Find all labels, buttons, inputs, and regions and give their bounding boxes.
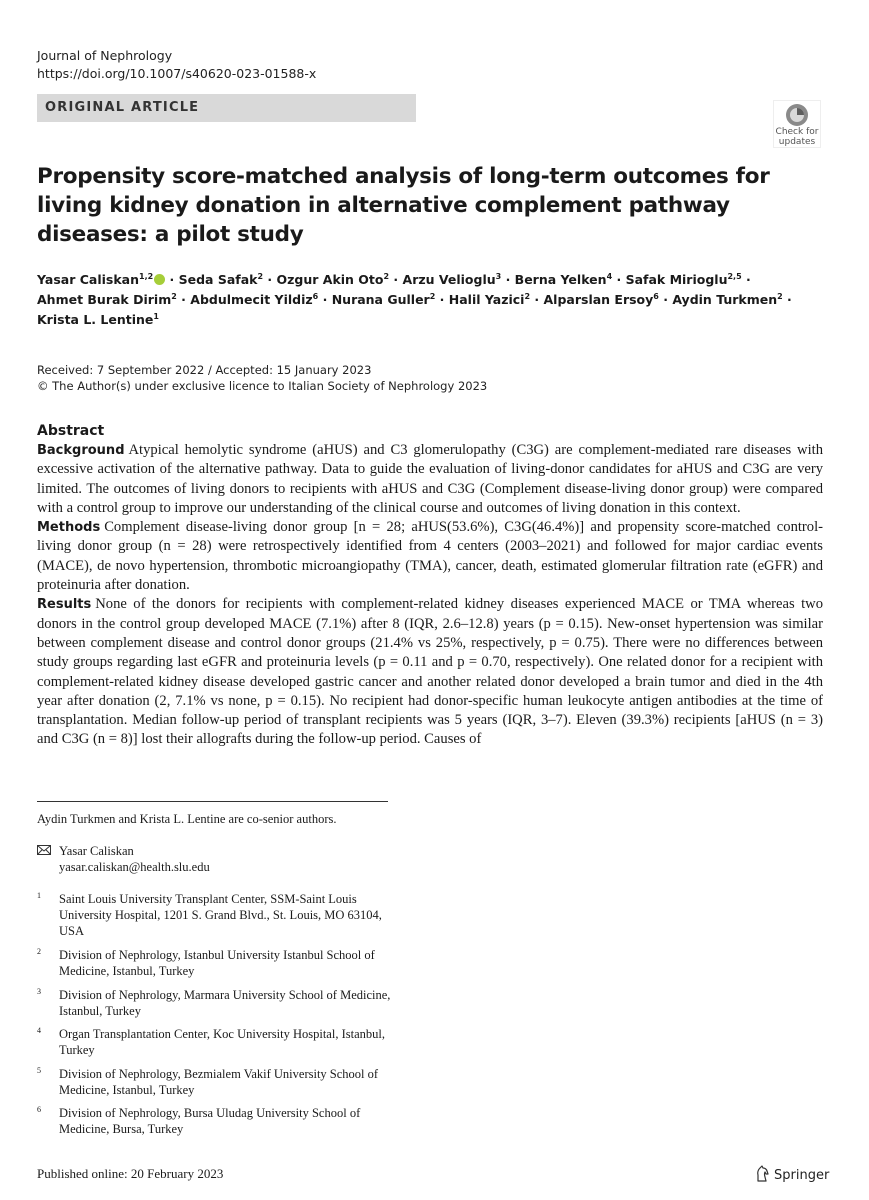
article-type-label: ORIGINAL ARTICLE: [45, 100, 200, 115]
author[interactable]: [515, 272, 612, 287]
author-affiliation-marker: 2: [777, 292, 783, 301]
abstract-body: [37, 441, 823, 750]
check-for-updates-line1: Check for: [775, 127, 819, 137]
author-affiliation-marker: 6: [653, 292, 659, 301]
author[interactable]: [626, 272, 742, 287]
check-for-updates-icon: [785, 103, 809, 127]
check-for-updates-line2: updates: [778, 136, 816, 147]
abstract-background: [37, 441, 823, 518]
affiliation-number: 5: [37, 1066, 41, 1075]
co-senior-footnote: Aydin Turkmen and Krista L. Lentine are co-senior authors.: [37, 812, 337, 826]
author-affiliation-marker: 2: [429, 292, 436, 301]
author-affiliation-marker: 6: [312, 292, 319, 301]
affiliation-number: 6: [37, 1105, 41, 1114]
publisher-logo[interactable]: [755, 1165, 829, 1185]
affiliation-text: Saint Louis University Transplant Center, SSM-Saint Louis University Hospital, 1201 S. Grand Blvd., St. Louis, MO 63104, USA: [59, 892, 382, 938]
author[interactable]: [37, 292, 177, 307]
author-name: Ahmet Burak Dirim: [37, 292, 172, 307]
author-name: Nurana Guller: [331, 292, 430, 307]
affiliation-text: Division of Nephrology, Marmara University School of Medicine, Istanbul, Turkey: [59, 988, 391, 1018]
methods-text: Complement disease-living donor group [n = 28; aHUS(53.6%), C3G(46.4%)] and propensity score-matched control-living donor group (n = 28) were retrospectively identified from 4 centers (2003–2021) and followed for major cardiac events (MACE), de novo hypertension, thrombotic microangiopathy (TMA), cancer, death, estimated glomerular filtration rate (eGFR) and proteinuria after donation.: [37, 519, 823, 594]
affiliation-number: 3: [37, 987, 41, 996]
abstract-results: [37, 595, 823, 749]
author-name: Yasar Caliskan: [37, 272, 139, 287]
author-affiliation-marker: 1,2: [139, 272, 154, 281]
corresponding-author-email[interactable]: yasar.caliskan@health.slu.edu: [59, 860, 210, 874]
author-name: Halil Yazici: [448, 292, 525, 307]
check-for-updates-button[interactable]: [773, 100, 821, 148]
author[interactable]: [403, 272, 502, 287]
author-affiliation-marker: 2: [171, 292, 177, 301]
envelope-icon: [37, 845, 51, 855]
results-label: Results: [37, 597, 92, 613]
affiliation-number: 4: [37, 1026, 41, 1035]
author[interactable]: [190, 292, 318, 307]
author-name: Alparslan Ersoy: [543, 292, 654, 307]
author-name: Seda Safak: [178, 272, 258, 287]
author-separator: ·: [530, 292, 544, 307]
author-name: Krista L. Lentine: [37, 312, 154, 327]
author-name: Arzu Velioglu: [402, 272, 496, 287]
author-affiliation-marker: 2: [524, 292, 531, 301]
affiliation-text: Division of Nephrology, Bursa Uludag University School of Medicine, Bursa, Turkey: [59, 1106, 361, 1136]
author-name: Safak Mirioglu: [625, 272, 728, 287]
methods-label: Methods: [37, 520, 101, 536]
author-separator: ·: [782, 292, 792, 307]
author-separator: ·: [176, 292, 191, 307]
author-separator: ·: [435, 292, 449, 307]
author[interactable]: [37, 272, 165, 287]
author[interactable]: [37, 312, 159, 327]
author[interactable]: [544, 292, 659, 307]
author-separator: ·: [318, 292, 332, 307]
abstract-heading: Abstract: [37, 423, 105, 439]
background-text: Atypical hemolytic syndrome (aHUS) and C3 glomerulopathy (C3G) are complement-mediated rare diseases with excessive activation of the alternative pathway. Data to guide the evaluation of living-donor candidates for aHUS and C3G are very limited. The outcomes of living donors to recipients with aHUS and C3G (Complement disease-living donor group) were compared with a control group to improve our understanding of the clinical course and outcomes of living donation in this context.: [37, 442, 823, 516]
author-name: Aydin Turkmen: [672, 292, 778, 307]
affiliation-number: 1: [37, 891, 41, 900]
author-affiliation-marker: 2: [257, 272, 264, 281]
author-separator: ·: [389, 272, 403, 287]
article-dates: [37, 362, 487, 394]
affiliation-number: 2: [37, 947, 41, 956]
footnote-divider: [37, 801, 388, 802]
author[interactable]: [672, 292, 782, 307]
orcid-icon[interactable]: [154, 274, 165, 285]
article-title: Propensity score-matched analysis of long-term outcomes for living kidney donation in alternative complement pathway diseases: a pilot study: [37, 164, 770, 247]
author-name: Berna Yelken: [514, 272, 607, 287]
author[interactable]: [179, 272, 263, 287]
affiliation-text: Organ Transplantation Center, Koc University Hospital, Istanbul, Turkey: [59, 1027, 385, 1057]
author[interactable]: [277, 272, 390, 287]
background-label: Background: [37, 443, 125, 458]
author-separator: ·: [263, 272, 277, 287]
journal-header: [37, 47, 316, 83]
author-affiliation-marker: 3: [495, 272, 502, 281]
author-name: Abdulmecit Yildiz: [190, 292, 313, 307]
author-name: Ozgur Akin Oto: [276, 272, 384, 287]
author-separator: ·: [165, 272, 179, 287]
corresponding-author-name: Yasar Caliskan: [59, 844, 134, 858]
author[interactable]: [332, 292, 436, 307]
author-affiliation-marker: 4: [606, 272, 613, 281]
author-list: [37, 270, 817, 330]
journal-name: Journal of Nephrology: [37, 48, 173, 63]
results-text: None of the donors for recipients with complement-related kidney diseases experienced MACE or TMA whereas two donors in the control group developed MACE (7.1%) after 8 (IQR, 2.6–12.8) years (p = 0.15). New-onset hypertension was similar between complement disease and control donor groups (21.4% vs 25%, respectively, p = 0.75). There were no differences between study groups regarding last eGFR and proteinuria levels (p = 0.11 and p = 0.70, respectively). One related donor for a recipient with complement-related kidney disease developed gastric cancer and another related donor developed a brain tumor and died in the 4th year after donation (2, 7.1% vs none, p = 0.15). No recipient had donor-specific human leukocyte antigen antibodies at the time of transplantation. Median follow-up period of transplant recipients was 5 years (IQR, 3–7). Eleven (39.3%) recipients [aHUS (n = 3) and C3G (n = 8)] lost their allografts during the follow-up period. Causes of: [37, 596, 823, 748]
author-affiliation-marker: 2,5: [727, 272, 742, 281]
author-affiliation-marker: 1: [153, 312, 159, 321]
springer-horse-icon: [755, 1165, 771, 1182]
published-date: Published online: 20 February 2023: [37, 1166, 224, 1181]
author-affiliation-marker: 2: [383, 272, 390, 281]
abstract-methods: [37, 518, 823, 595]
author-separator: ·: [658, 292, 673, 307]
received-accepted: Received: 7 September 2022 / Accepted: 15 January 2023: [37, 363, 372, 377]
publisher-name: Springer: [774, 1168, 830, 1183]
copyright-line: © The Author(s) under exclusive licence to Italian Society of Nephrology 2023: [37, 379, 488, 393]
affiliation-text: Division of Nephrology, Bezmialem Vakif University School of Medicine, Istanbul, Turkey: [59, 1067, 379, 1097]
author[interactable]: [449, 292, 530, 307]
author-separator: ·: [501, 272, 515, 287]
author-separator: ·: [612, 272, 626, 287]
author-separator: ·: [741, 272, 751, 287]
affiliation-text: Division of Nephrology, Istanbul University Istanbul School of Medicine, Istanbul, Turkey: [59, 948, 375, 978]
article-type-badge: [37, 94, 416, 122]
doi-link[interactable]: https://doi.org/10.1007/s40620-023-01588-x: [37, 66, 317, 81]
